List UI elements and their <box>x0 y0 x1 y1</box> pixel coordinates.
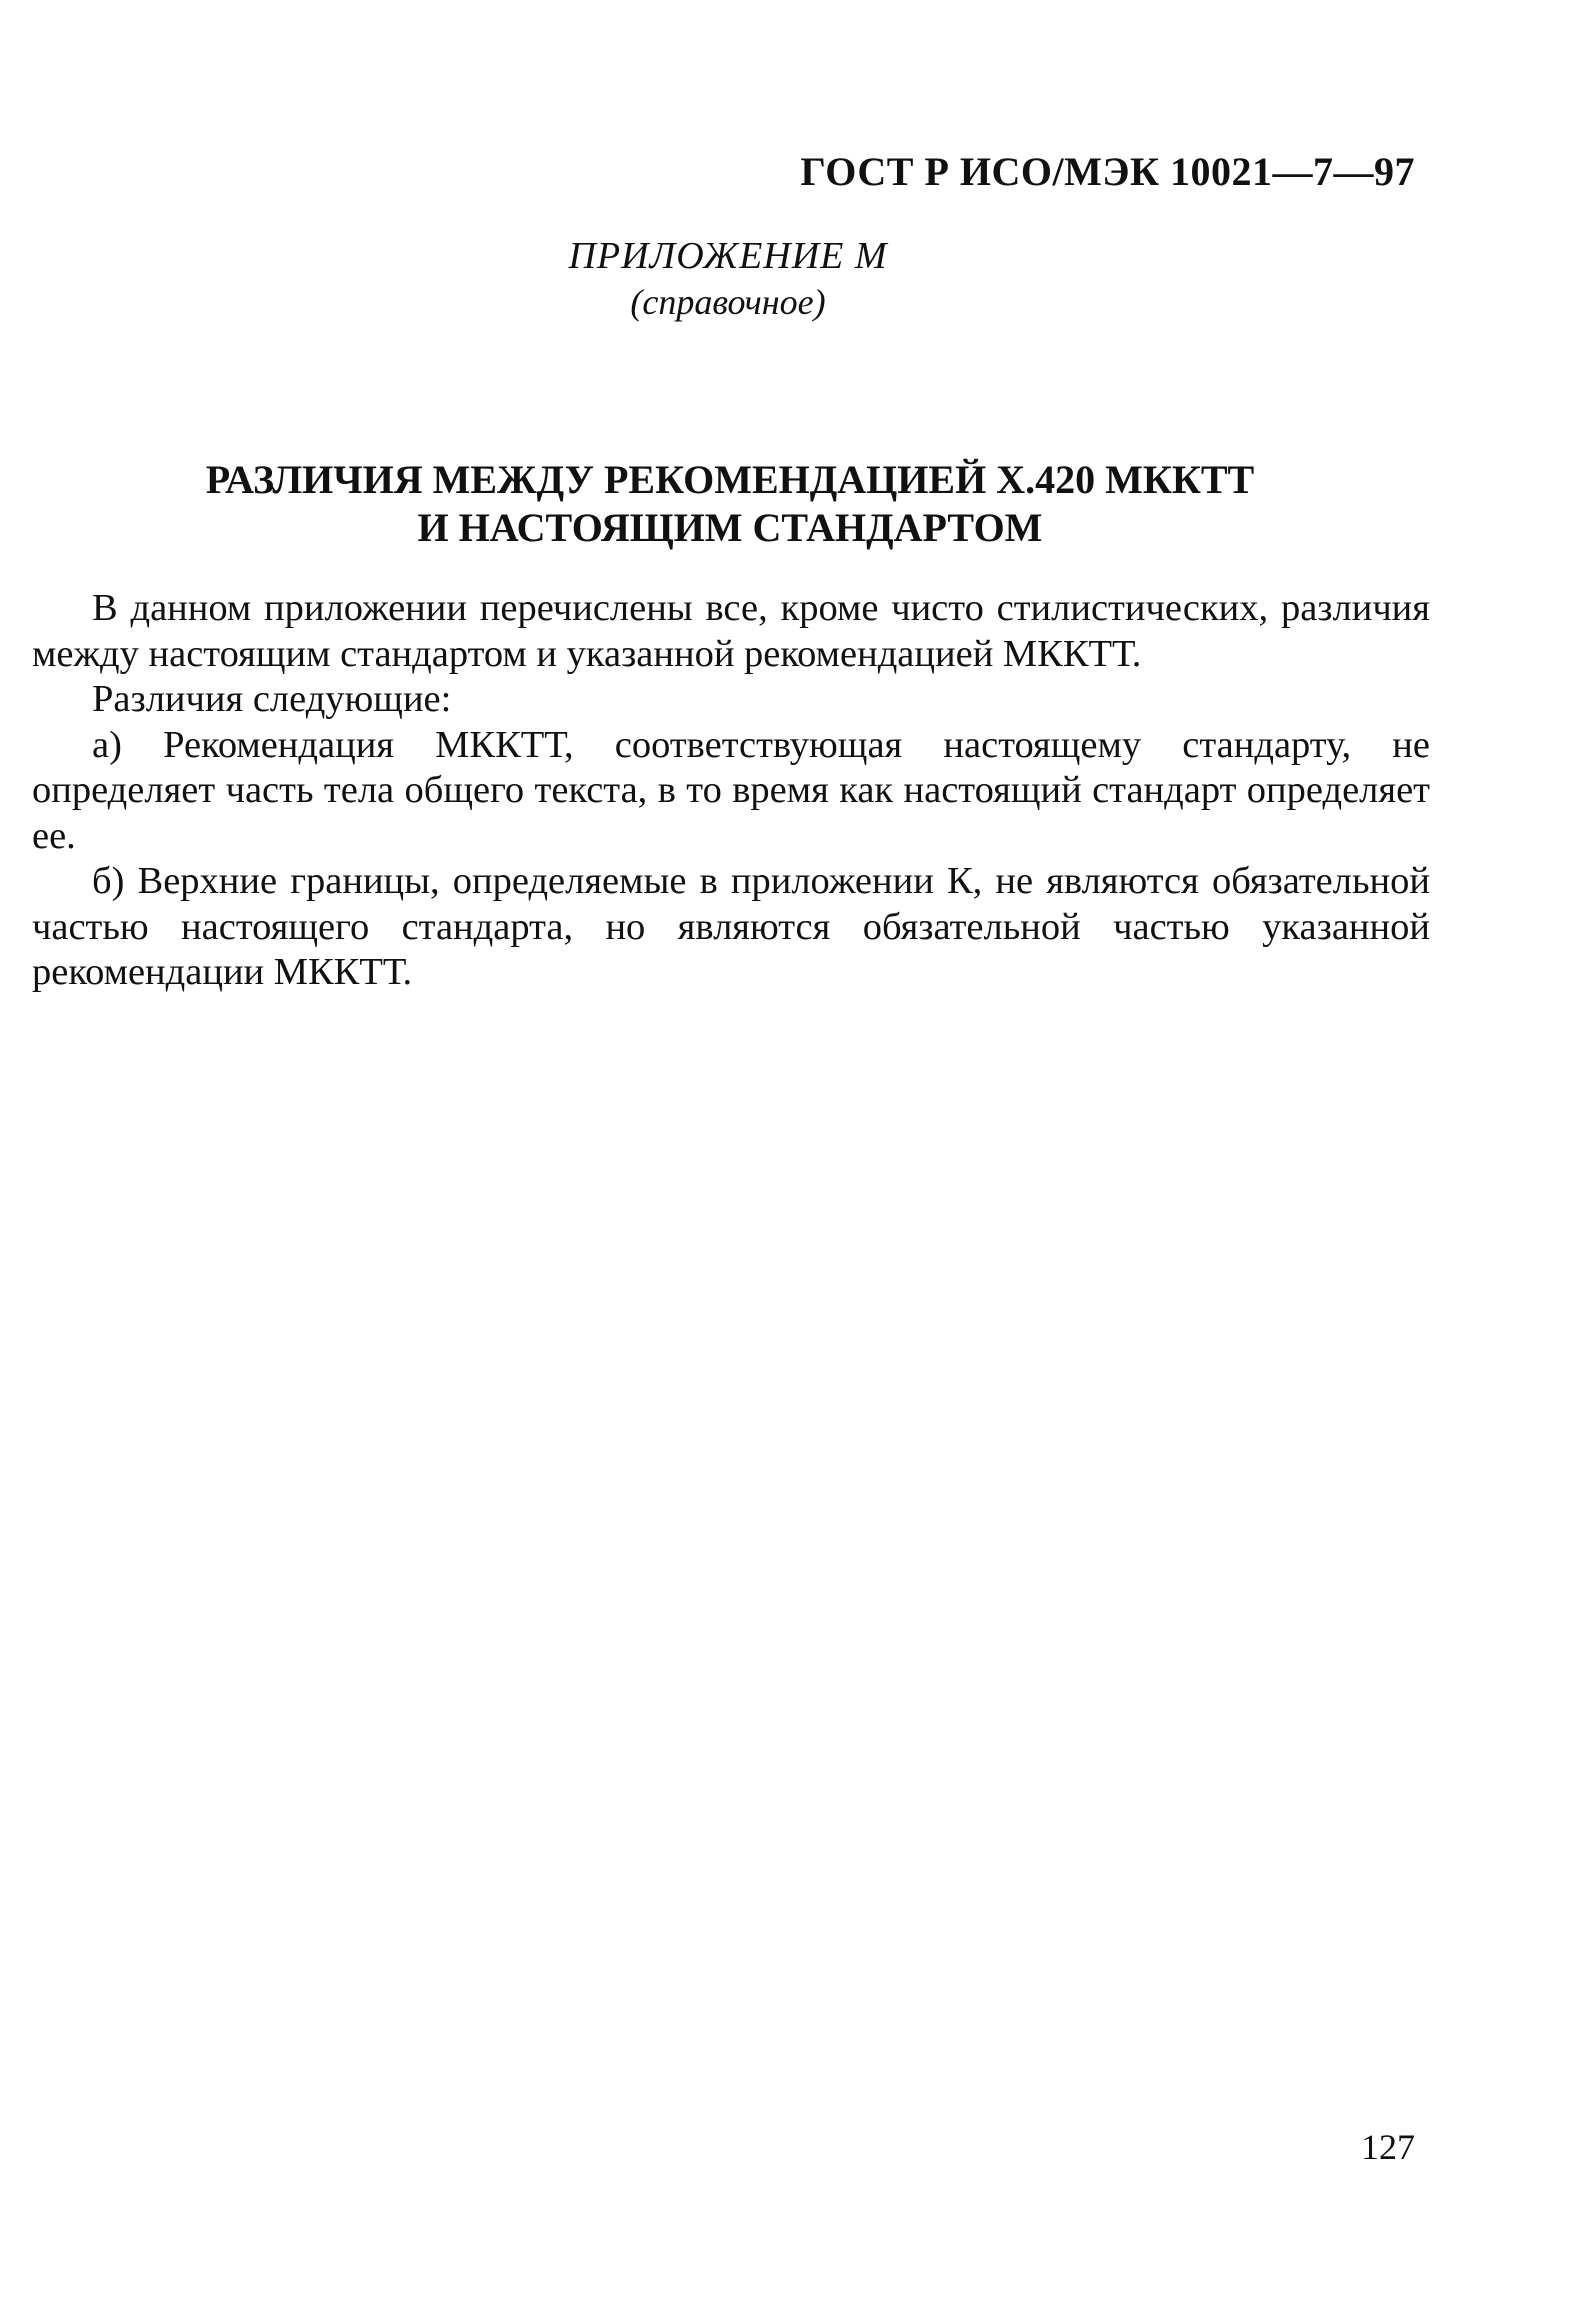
annex-title: ПРИЛОЖЕНИЕ М <box>568 235 888 277</box>
section-title <box>100 456 1360 552</box>
differences-lead-paragraph: Различия следующие: <box>92 678 452 720</box>
intro-paragraph: В данном приложении перечислены все, кроме чисто стилистических, различия между настоящим стандартом и указанной рекомендацией МККТТ. <box>32 587 1430 675</box>
document-code-header: ГОСТ Р ИСО/МЭК 10021—7—97 <box>800 149 1415 194</box>
annex-heading <box>548 232 908 324</box>
section-title-line-1: РАЗЛИЧИЯ МЕЖДУ РЕКОМЕНДАЦИЕЙ Х.420 МККТТ <box>205 457 1255 502</box>
section-title-line-2: И НАСТОЯЩИМ СТАНДАРТОМ <box>417 505 1043 550</box>
body-text <box>32 586 1430 996</box>
page-number: 127 <box>1361 2127 1415 2167</box>
difference-item-b: б) Верхние границы, определяемые в приложении К, не являются обязательной частью настоящего стандарта, но являются обязательной частью указанной рекомендации МККТТ. <box>32 860 1430 993</box>
difference-item-a: а) Рекомендация МККТТ, соответствующая настоящему стандарту, не определяет часть тела общего текста, в то время как настоящий стандарт определяет ее. <box>32 723 1430 857</box>
annex-type: (справочное) <box>630 282 826 322</box>
